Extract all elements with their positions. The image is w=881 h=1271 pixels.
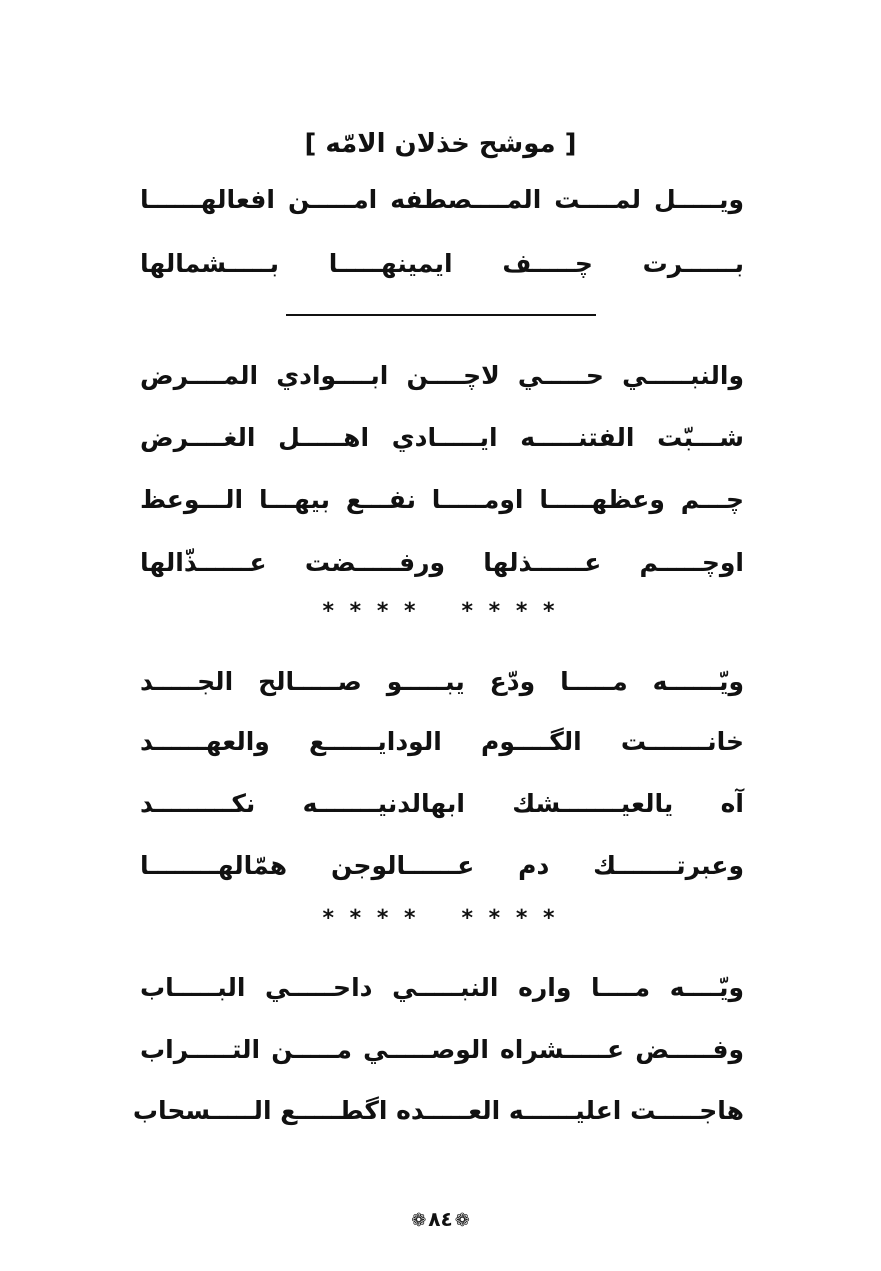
page-number-text: ٨٤ (428, 1207, 453, 1231)
verse-line: آه يالعيـــــــشك ابهالدنيـــــــه نكـــــــــد (140, 789, 744, 818)
verse-line: هاجـــــت اعليــــــه العـــــده اگطـــــع الـــــسحاب (132, 1096, 744, 1125)
verse-line: بــــــرت چـــــف ايمينهـــــا بـــــشمالها (140, 249, 744, 278)
verse-line: والنبـــــي حـــــي لاچــــن ابــــوادي المــــرض (140, 361, 744, 390)
poem-title: [ موشح خذلان الامّه ] (304, 129, 577, 159)
star-group: * * * * (461, 599, 559, 624)
verse-line: ويـــــل لمــــت المــــصطفه امـــــن افعالهــــــا (140, 185, 744, 214)
star-group: * * * * (322, 906, 420, 931)
star-separator (0, 904, 881, 934)
verse-line: وفـــــض عـــــشراه الوصـــــي مـــــن التـــــراب (140, 1035, 744, 1064)
verse-line: خانـــــــت الگــــوم الودايــــــع والعهــــــد (140, 727, 744, 756)
star-separator (0, 597, 881, 627)
page-number (0, 1199, 881, 1239)
verse-line: چـــم وعظهـــــا اومـــــا نفـــع بيهـــا الـــوعظ (140, 485, 744, 514)
ornament-icon: ❁ (454, 1209, 470, 1231)
verse-line: وعبرتـــــــك دم عــــــالوجن همّالهــــــــا (140, 851, 744, 880)
verse-line: ويّــــــه مـــــا ودّع يبـــــو صـــــالح الجـــــد (140, 667, 744, 696)
ornament-icon: ❁ (411, 1209, 427, 1231)
verse-line: اوچـــــم عــــــذلها ورفـــــضت عــــــذّالها (140, 548, 744, 577)
verse-line: ويّــــه مــــا واره النبـــــي داحـــــي البـــــاب (140, 973, 744, 1002)
verse-line: شـــبّت الفتنـــــه ايـــــادي اهـــــل الغــــرض (140, 423, 744, 452)
star-group: * * * * (461, 906, 559, 931)
star-group: * * * * (322, 599, 420, 624)
divider-rule (286, 314, 596, 316)
